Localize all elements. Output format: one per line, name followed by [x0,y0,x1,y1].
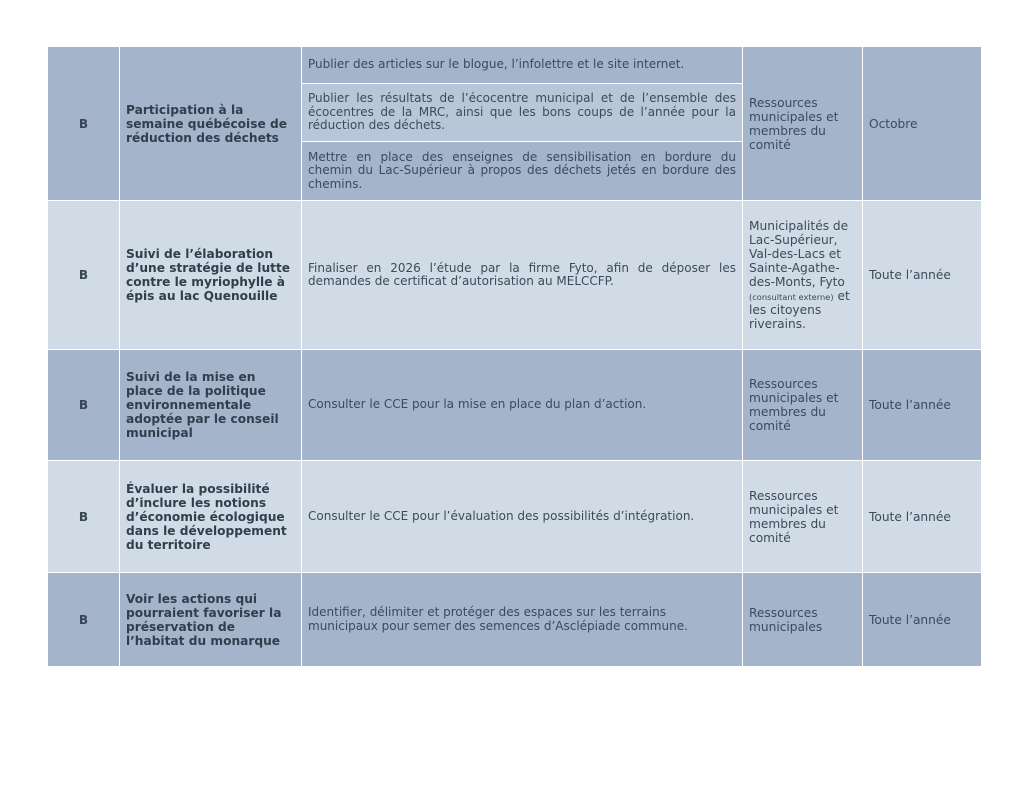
table-row [48,47,982,84]
objective-cell: Participation à la semaine québécoise de réduction des déchets [120,47,302,201]
priority-cell: B [48,573,120,667]
table-row [48,201,982,350]
action-plan-table [47,46,982,667]
action-cell: Finaliser en 2026 l’étude par la firme Fyto, afin de déposer les demandes de certificat d’autorisation au MELCCFP. [302,201,743,350]
objective-cell: Suivi de l’élaboration d’une stratégie de lutte contre le myriophylle à épis au lac Quenouille [120,201,302,350]
timing-cell: Toute l’année [863,350,982,461]
resources-cell: Ressources municipales [743,573,863,667]
timing-cell: Toute l’année [863,461,982,573]
resources-cell: Ressources municipales et membres du comité [743,350,863,461]
action-cell: Identifier, délimiter et protéger des espaces sur les terrains municipaux pour semer des semences d’Asclépiade commune. [302,573,743,667]
action-cell: Mettre en place des enseignes de sensibilisation en bordure du chemin du Lac-Supérieur à propos des déchets jetés en bordure des chemins. [302,142,743,201]
table-row [48,461,982,573]
priority-cell: B [48,350,120,461]
timing-cell: Toute l’année [863,573,982,667]
timing-cell: Octobre [863,47,982,201]
action-cell: Consulter le CCE pour la mise en place du plan d’action. [302,350,743,461]
resources-end: et les citoyens riverains. [749,289,850,331]
resources-cell [743,201,863,350]
priority-cell: B [48,47,120,201]
timing-cell: Toute l’année [863,201,982,350]
action-cell: Publier des articles sur le blogue, l’infolettre et le site internet. [302,47,743,84]
resources-note: (consultant externe) [749,292,834,302]
objective-cell: Suivi de la mise en place de la politique environnementale adoptée par le conseil municipal [120,350,302,461]
objective-cell: Évaluer la possibilité d’inclure les notions d’économie écologique dans le développement du territoire [120,461,302,573]
resources-main: Municipalités de Lac-Supérieur, Val-des-Lacs et Sainte-Agathe-des-Monts, Fyto [749,219,849,289]
objective-cell: Voir les actions qui pourraient favoriser la préservation de l’habitat du monarque [120,573,302,667]
resources-cell: Ressources municipales et membres du comité [743,461,863,573]
action-cell: Consulter le CCE pour l’évaluation des possibilités d’intégration. [302,461,743,573]
table-row [48,573,982,667]
action-cell: Publier les résultats de l’écocentre municipal et de l’ensemble des écocentres de la MRC, ainsi que les bons coups de l’année pour la réduction des déchets. [302,84,743,142]
resources-cell: Ressources municipales et membres du comité [743,47,863,201]
priority-cell: B [48,201,120,350]
table-row [48,350,982,461]
priority-cell: B [48,461,120,573]
